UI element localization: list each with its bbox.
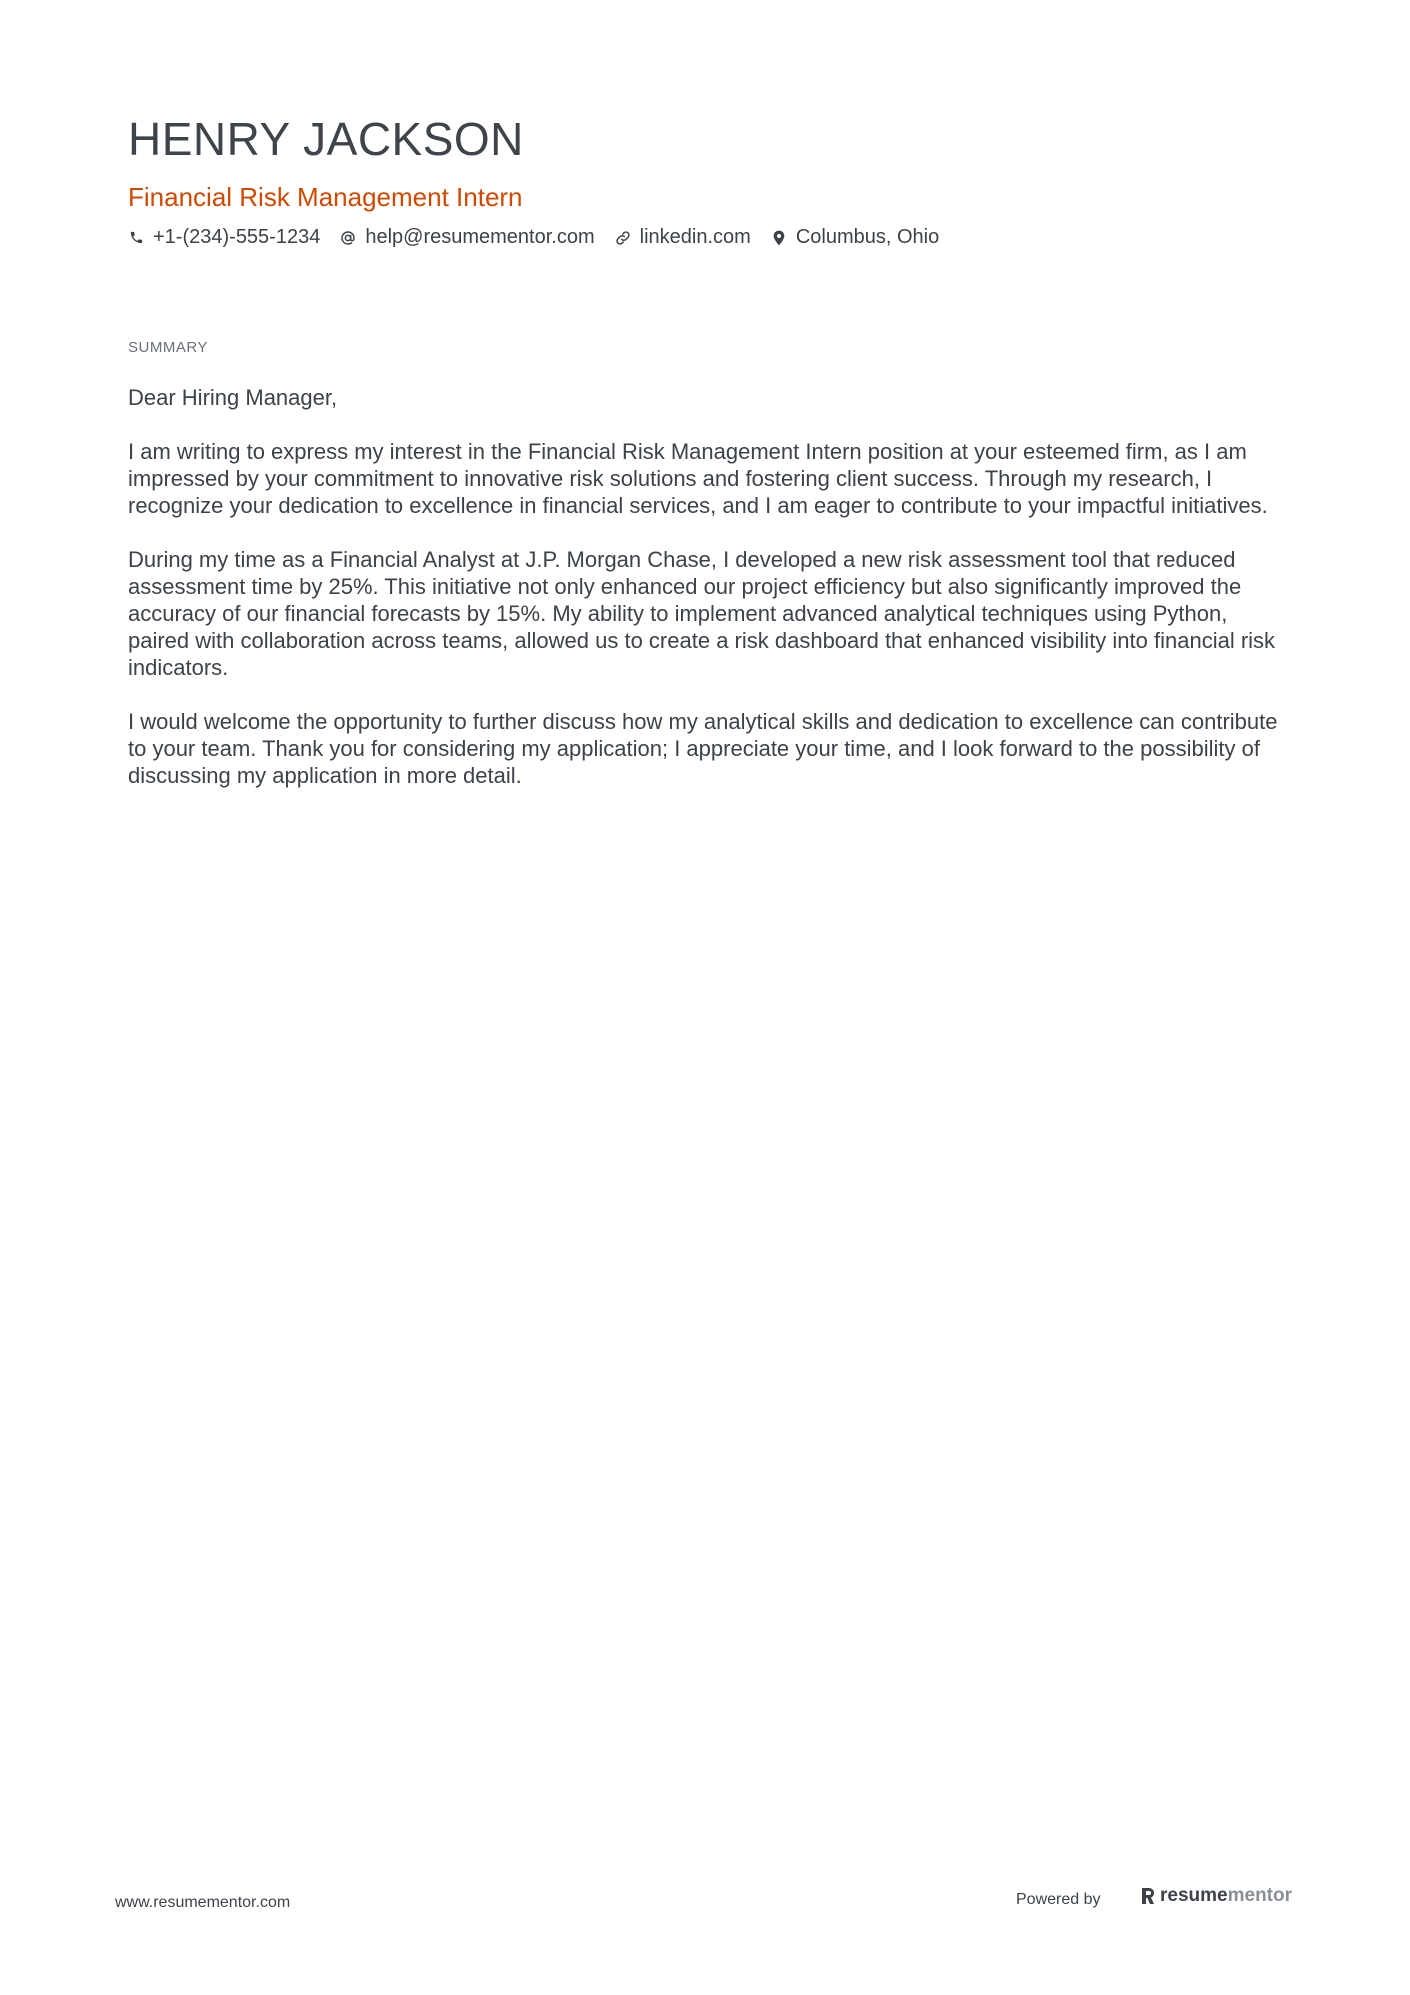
brand-logo bbox=[1140, 1885, 1292, 1907]
at-icon bbox=[340, 230, 356, 246]
contact-email-text: help@resumementor.com bbox=[365, 226, 595, 248]
brand-name-part2: mentor bbox=[1227, 1885, 1293, 1906]
powered-by-label: Powered by bbox=[1016, 1891, 1101, 1908]
brand-name-part1: resume bbox=[1160, 1885, 1228, 1906]
candidate-name: HENRY JACKSON bbox=[128, 113, 524, 165]
contact-linkedin-text: linkedin.com bbox=[639, 226, 751, 248]
contact-phone-text: +1-(234)-555-1234 bbox=[153, 226, 321, 248]
paragraph-closing: I would welcome the opportunity to further discuss how my analytical skills and dedication to excellence can contribute to your team. Thank you for considering my application; I appreciate your time, and I look forward to the possibility of discussing my application in more detail. bbox=[128, 709, 1278, 788]
paragraph-intro: I am writing to express my interest in the Financial Risk Management Intern position at your esteemed firm, as I am impressed by your commitment to innovative risk solutions and fostering client success. Through my research, I recognize your dedication to excellence in financial services, and I am eager to contribute to your impactful initiatives. bbox=[128, 439, 1268, 518]
contact-email bbox=[340, 226, 594, 249]
location-pin-icon bbox=[771, 230, 787, 246]
footer-website: www.resumementor.com bbox=[115, 1894, 291, 1911]
phone-icon bbox=[128, 230, 144, 246]
section-heading-summary: SUMMARY bbox=[128, 339, 208, 356]
letter-body bbox=[128, 384, 1288, 816]
contact-location-text: Columbus, Ohio bbox=[795, 226, 940, 248]
contact-phone bbox=[128, 226, 320, 249]
contact-location bbox=[771, 226, 939, 249]
contact-linkedin bbox=[615, 226, 751, 249]
link-icon bbox=[615, 230, 631, 246]
brand-mark-icon bbox=[1140, 1886, 1156, 1906]
paragraph-experience: During my time as a Financial Analyst at J.P. Morgan Chase, I developed a new risk assessment tool that reduced assessment time by 25%. This initiative not only enhanced our project efficiency but also significantly improved the accuracy of our financial forecasts by 15%. My ability to implement advanced analytical techniques using Python, paired with collaboration across teams, allowed us to create a risk dashboard that enhanced visibility into financial risk indicators. bbox=[128, 547, 1276, 680]
salutation: Dear Hiring Manager, bbox=[128, 385, 338, 410]
job-title: Financial Risk Management Intern bbox=[128, 182, 523, 212]
contact-bar bbox=[128, 226, 959, 249]
